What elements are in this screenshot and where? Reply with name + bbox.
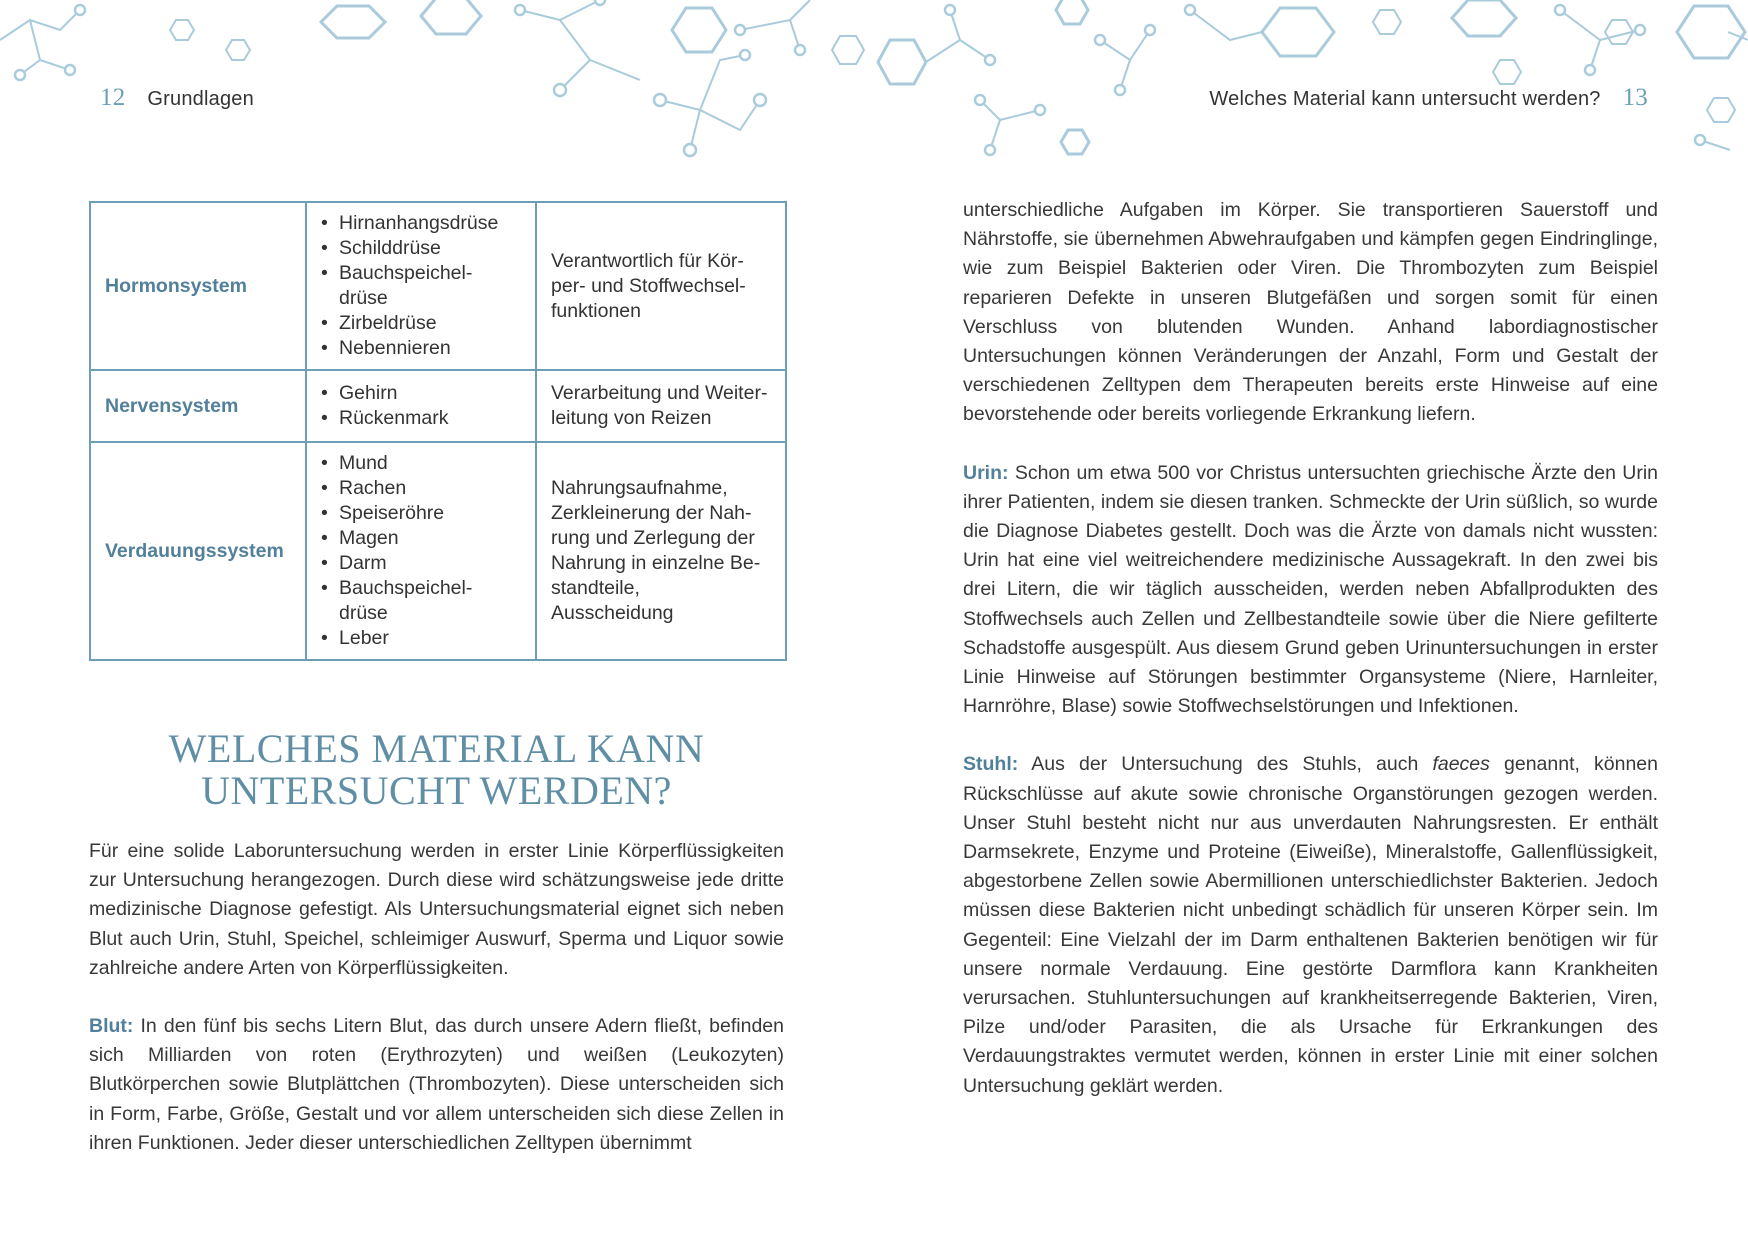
system-name-cell: Verdauungssystem — [90, 442, 306, 660]
section-heading-line-1: WELCHES MATERIAL KANN — [168, 726, 705, 771]
left-text-column — [89, 837, 784, 1187]
organ-list-item: • Schilddrüse — [321, 236, 527, 261]
organ-list-item: • Speiseröhre — [321, 501, 527, 526]
page-number-right: 13 — [1622, 84, 1648, 111]
blut-text: In den fünf bis sechs Litern Blut, das durch unsere Adern fließt, befinden sich Milliarden von roten (Erythrozyten) und weißen (Leukozyten) Blutkörperchen sowie Blutplättchen (Thrombozyten). Diese unterscheiden sich in Form, Farbe, Größe, Gestalt und vor allem unterscheiden sich diese Zellen in ihren Funktionen. Jeder dieser unterschiedlichen Zelltypen übernimmt — [89, 1015, 784, 1154]
function-cell: Verarbeitung und Weiter- leitung von Reizen — [536, 370, 786, 442]
organs-cell — [306, 370, 536, 442]
running-head-title-left: Grundlagen — [147, 88, 254, 110]
stuhl-paragraph — [963, 750, 1658, 1100]
organ-list-item: • Nebennieren — [321, 336, 527, 361]
stuhl-text-b: genannt, können Rückschlüsse auf akute sowie chronische Organstörungen gezogen werden. Unser Stuhl besteht nicht nur aus unverdauten Nahrungsresten. Er enthält Darmsekrete, Enzyme und Proteine (Eiweiße), Mineralstoffe, Gallenflüssigkeit, abgestorbene Zellen sowie Abermillionen unterschiedlichster Bakterien. Jedoch müssen diese Bakterien nicht unbedingt schädlich für unseren Körper sein. Im Gegenteil: Eine Vielzahl der im Darm enthaltenen Bakterien benötigen wir für unsere normale Verdauung. Eine gestörte Darmflora kann Krankheiten verursachen. Stuhluntersuchungen auf krankheitserregende Bakterien, Viren, Pilze und/oder Parasiten, die als Ursache für Erkrankungen des Verdauungstraktes vermutet werden, können in erster Linie mit einer solchen Untersuchung geklärt werden. — [963, 753, 1659, 1097]
organ-list-item: • Rückenmark — [321, 406, 527, 431]
organs-cell — [306, 442, 536, 660]
organ-list-item: • Zirbeldrüse — [321, 311, 527, 336]
organ-list-item: • Rachen — [321, 476, 527, 501]
organ-list — [321, 451, 527, 651]
stuhl-text-a: Aus der Untersuchung des Stuhls, auch — [1018, 753, 1433, 776]
function-cell: Verantwortlich für Kör- per- und Stoffwechsel- funktionen — [536, 202, 786, 370]
section-heading-line-2: UNTERSUCHT WERDEN? — [201, 768, 672, 813]
urin-paragraph — [963, 459, 1658, 722]
organ-list-item: • Bauchspeichel- drüse — [321, 261, 527, 311]
table-row — [90, 442, 786, 660]
organ-system-table — [89, 201, 787, 661]
system-name-cell: Nervensystem — [90, 370, 306, 442]
organ-list — [321, 211, 527, 361]
right-text-column — [963, 196, 1658, 1130]
function-cell: Nahrungsaufnahme, Zerkleinerung der Nah- rung und Zerlegung der Nahrung in einzelne Be- standteile, Ausscheidung — [536, 442, 786, 660]
table-row — [90, 202, 786, 370]
urin-text: Schon um etwa 500 vor Christus untersuchten griechische Ärzte den Urin ihrer Patienten, indem sie diesen tranken. Schmeckte der Urin süßlich, so wurde die Diagnose Diabetes gestellt. Doch was die Ärzte von damals nicht wussten: Urin hat eine viel weitreichendere medizinische Aussagekraft. In den zwei bis drei Litern, die wir täglich ausscheiden, werden neben Abfallprodukten des Stoffwechsels auch Zellen und Zellbestandteile sowie über die Niere gefilterte Schadstoffe ausgespült. Aus diesem Grund geben Urinuntersuchungen in erster Linie Hinweise auf Störungen bestimmter Organsysteme (Niere, Harnleiter, Harnröhre, Blase) sowie Stoffwechselstörungen und Infektionen. — [963, 461, 1658, 718]
blut-term: Blut: — [89, 1015, 134, 1038]
intro-paragraph: Für eine solide Laboruntersuchung werden in erster Linie Körperflüssigkeiten zur Untersuchung herangezogen. Durch diese wird schätzungsweise jede dritte medizinische Diagnose gefestigt. Als Untersuchungsmaterial eignet sich neben Blut auch Urin, Stuhl, Speichel, schleimiger Auswurf, Sperma und Liquor sowie zahlreiche andere Arten von Körperflüssigkeiten. — [89, 840, 784, 979]
organ-list-item: • Darm — [321, 551, 527, 576]
organ-list-item: • Gehirn — [321, 381, 527, 406]
system-name-cell: Hormonsystem — [90, 202, 306, 370]
organ-list-item: • Mund — [321, 451, 527, 476]
stuhl-term: Stuhl: — [963, 753, 1019, 776]
organ-list-item: • Leber — [321, 626, 527, 651]
organ-list — [321, 381, 527, 431]
page-number-left: 12 — [100, 84, 126, 111]
organ-system-table-body — [90, 202, 786, 660]
blut-paragraph — [89, 1012, 784, 1158]
blut-continued-paragraph: unterschiedliche Aufgaben im Körper. Sie transportieren Sauerstoff und Nährstoffe, sie übernehmen Abwehraufgaben und kämpfen gegen Eindringlinge, wie zum Beispiel Bakterien oder Viren. Die Thrombozyten zum Beispiel reparieren Defekte in unseren Blutgefäßen und sorgen somit für einen Verschluss von blutenden Wunden. Anhand labordiagnostischer Untersuchungen können Veränderungen der Anzahl, Form und Gestalt der verschiedenen Zelltypen dem Therapeuten bereits erste Hinweise auf eine bevorstehende oder bereits vorliegende Erkrankung liefern. — [963, 199, 1658, 426]
molecule-pattern-icon — [0, 0, 1748, 160]
table-row — [90, 370, 786, 442]
organ-list-item: • Bauchspeichel- drüse — [321, 576, 527, 626]
running-head-right — [1209, 84, 1648, 112]
section-heading — [89, 728, 784, 812]
running-head-title-right: Welches Material kann untersucht werden? — [1209, 88, 1601, 110]
stuhl-italic: faeces — [1432, 753, 1490, 776]
organ-list-item: • Hirnanhangsdrüse — [321, 211, 527, 236]
running-head-left — [100, 84, 254, 112]
organs-cell — [306, 202, 536, 370]
urin-term: Urin: — [963, 461, 1009, 484]
organ-list-item: • Magen — [321, 526, 527, 551]
